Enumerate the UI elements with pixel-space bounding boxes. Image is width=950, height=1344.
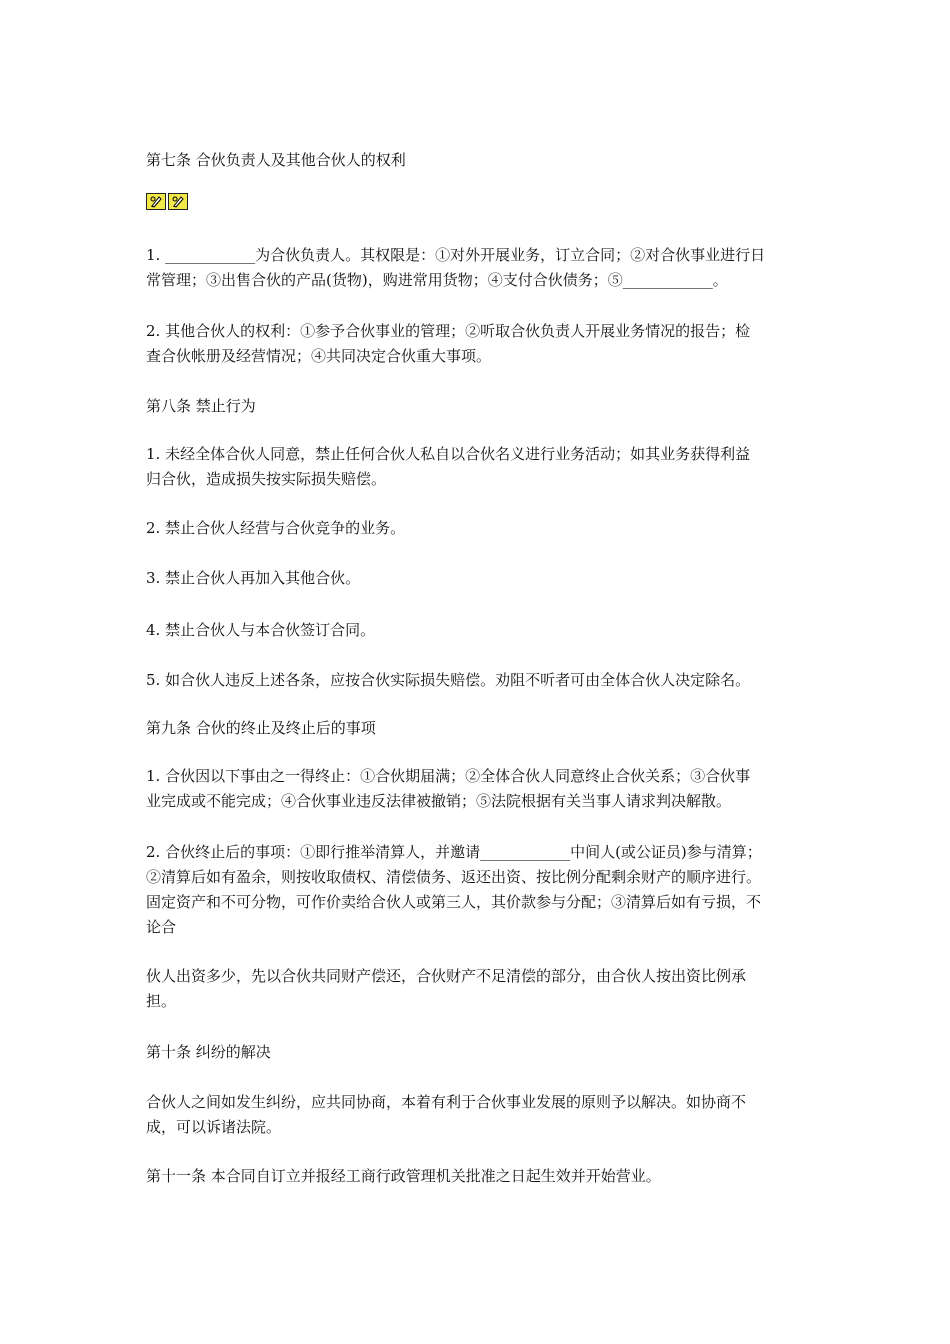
- article-9-paragraph-2: [146, 840, 808, 940]
- article-9-paragraph-3: [146, 964, 808, 1014]
- article-7-paragraph-2: [146, 319, 808, 369]
- article-8-paragraph-2: 2. 禁止合伙人经营与合伙竞争的业务。: [146, 519, 406, 537]
- text-line: 2. 其他合伙人的权利：①参予合伙事业的管理；②听取合伙负责人开展业务情况的报告；检: [146, 322, 751, 340]
- text-line: 担。: [146, 992, 177, 1010]
- article-8-paragraph-4: 4. 禁止合伙人与本合伙签订合同。: [146, 621, 376, 639]
- edit-pencil-icon[interactable]: [146, 193, 166, 210]
- text-line: 论合: [146, 918, 177, 936]
- text-line: 伙人出资多少，先以合伙共同财产偿还，合伙财产不足清偿的部分，由合伙人按出资比例承: [146, 967, 747, 985]
- text-line: ②清算后如有盈余，则按收取债权、清偿债务、返还出资、按比例分配剩余财产的顺序进行。: [146, 868, 762, 886]
- text-line: 1. 未经全体合伙人同意，禁止任何合伙人私自以合伙名义进行业务活动；如其业务获得利益: [146, 445, 751, 463]
- article-8-paragraph-5: 5. 如合伙人违反上述各条，应按合伙实际损失赔偿。劝阻不听者可由全体合伙人决定除名。: [146, 671, 751, 689]
- icon-toolbar: [146, 193, 188, 211]
- article-8-paragraph-1: [146, 442, 808, 492]
- text-line: 常管理；③出售合伙的产品(货物)，购进常用货物；④支付合伙债务；⑤____________。: [146, 271, 728, 289]
- text-line: 1. 合伙因以下事由之一得终止：①合伙期届满；②全体合伙人同意终止合伙关系；③合伙事: [146, 767, 751, 785]
- article-10-title: 第十条 纠纷的解决: [146, 1043, 271, 1061]
- text-line: 查合伙帐册及经营情况；④共同决定合伙重大事项。: [146, 347, 492, 365]
- text-line: 2. 合伙终止后的事项：①即行推举清算人，并邀请____________中间人(或公证员)参与清算；: [146, 843, 762, 861]
- article-11: 第十一条 本合同自订立并报经工商行政管理机关批准之日起生效并开始营业。: [146, 1167, 661, 1185]
- article-7-paragraph-1: [146, 243, 808, 293]
- edit-pencil-icon[interactable]: [168, 193, 188, 210]
- text-line: 业完成或不能完成；④合伙事业违反法律被撤销；⑤法院根据有关当事人请求判决解散。: [146, 792, 732, 810]
- article-8-title: 第八条 禁止行为: [146, 397, 256, 415]
- article-9-title: 第九条 合伙的终止及终止后的事项: [146, 719, 376, 737]
- text-line: 固定资产和不可分物，可作价卖给合伙人或第三人，其价款参与分配；③清算后如有亏损，不: [146, 893, 762, 911]
- text-line: 归合伙，造成损失按实际损失赔偿。: [146, 470, 387, 488]
- article-7-title: 第七条 合伙负责人及其他合伙人的权利: [146, 151, 406, 169]
- text-line: 合伙人之间如发生纠纷，应共同协商，本着有利于合伙事业发展的原则予以解决。如协商不: [146, 1093, 747, 1111]
- article-8-paragraph-3: 3. 禁止合伙人再加入其他合伙。: [146, 569, 361, 587]
- text-line: 成，可以诉诸法院。: [146, 1118, 282, 1136]
- text-line: 1. ____________为合伙负责人。其权限是：①对外开展业务，订立合同；②对合伙事业进行日: [146, 246, 766, 264]
- article-10-paragraph-1: [146, 1090, 808, 1140]
- article-9-paragraph-1: [146, 764, 808, 814]
